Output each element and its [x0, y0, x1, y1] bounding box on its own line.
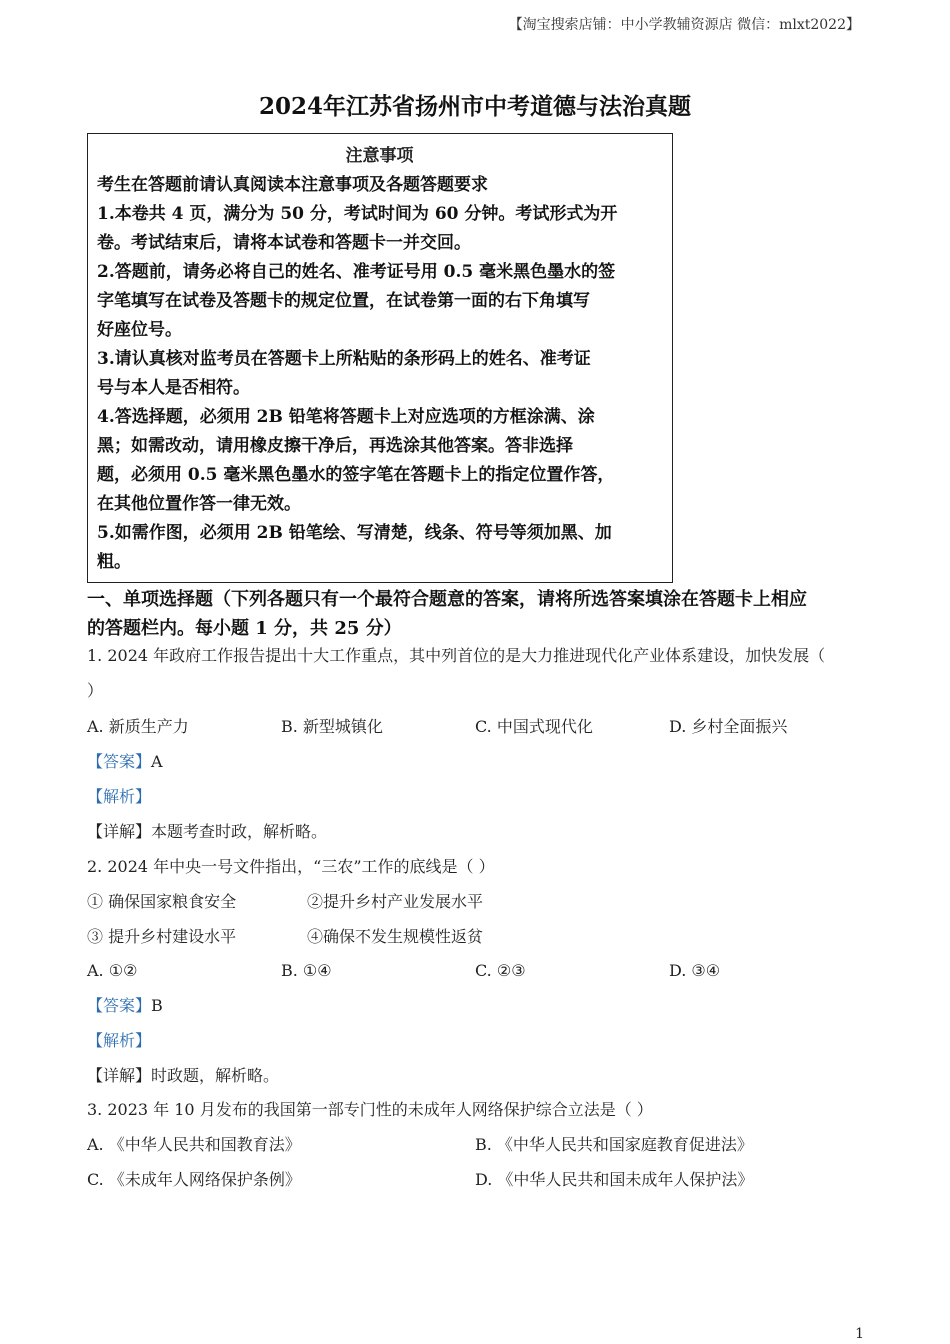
- notice-line: 题，必须用 0.5 毫米黑色墨水的签字笔在答题卡上的指定位置作答，: [97, 465, 615, 485]
- detail-tag: 【详解】: [87, 822, 152, 841]
- question-2-option-b: B. ①④: [281, 961, 332, 980]
- notice-line: 卷。考试结束后，请将本试卷和答题卡一并交回。: [97, 233, 471, 253]
- section-heading-line: 的答题栏内。每小题 1 分，共 25 分）: [87, 618, 402, 639]
- question-1-answer: [87, 751, 163, 773]
- notice-line: 在其他位置作答一律无效。: [97, 494, 301, 514]
- question-2-answer: [87, 995, 163, 1017]
- notice-line: 3.请认真核对监考员在答题卡上所粘贴的条形码上的姓名、准考证: [97, 349, 591, 369]
- notice-line: 黑；如需改动，请用橡皮擦干净后，再选涂其他答案。答非选择: [97, 436, 573, 456]
- document-title: 2024年江苏省扬州市中考道德与法治真题: [258, 93, 691, 120]
- detail-tag: 【详解】: [87, 1066, 152, 1085]
- question-3-option-d: D. 《中华人民共和国未成年人保护法》: [475, 1170, 754, 1189]
- notice-line: 好座位号。: [97, 320, 182, 340]
- question-2-detail: [87, 1065, 279, 1087]
- answer-tag: 【答案】: [87, 996, 152, 1015]
- question-2-item-1: ① 确保国家粮食安全: [87, 892, 237, 911]
- notice-line: 考生在答题前请认真阅读本注意事项及各题答题要求: [97, 175, 488, 195]
- answer-value: B: [151, 996, 163, 1015]
- notice-line: 5.如需作图，必须用 2B 铅笔绘、写清楚，线条、符号等须加黑、加: [97, 523, 612, 543]
- question-1-option-a: A. 新质生产力: [87, 717, 189, 736]
- notice-line: 字笔填写在试卷及答题卡的规定位置，在试卷第一面的右下角填写: [97, 291, 590, 311]
- question-2-analysis-tag: 【解析】: [87, 1031, 152, 1050]
- question-2-item-2: ②提升乡村产业发展水平: [307, 892, 484, 911]
- notice-line: 2.答题前，请务必将自己的姓名、准考证号用 0.5 毫米黑色墨水的签: [97, 262, 616, 282]
- page-number: 1: [855, 1326, 864, 1342]
- question-1-stem-end: ）: [87, 681, 104, 700]
- notice-title: 注意事项: [345, 146, 414, 166]
- question-2-option-d: D. ③④: [669, 961, 721, 980]
- question-2-item-3: ③ 提升乡村建设水平: [87, 927, 237, 946]
- question-1-option-c: C. 中国式现代化: [475, 717, 593, 736]
- answer-tag: 【答案】: [87, 752, 152, 771]
- question-2-option-a: A. ①②: [87, 961, 138, 980]
- notice-line: 号与本人是否相符。: [97, 378, 250, 398]
- question-2-item-4: ④确保不发生规模性返贫: [307, 927, 484, 946]
- question-2-option-c: C. ②③: [475, 961, 526, 980]
- section-heading: [87, 585, 867, 643]
- question-1-option-b: B. 新型城镇化: [281, 717, 383, 736]
- question-2-stem: 2. 2024 年中央一号文件指出，“三农”工作的底线是（ ）: [87, 857, 495, 876]
- notice-line: 1.本卷共 4 页，满分为 50 分，考试时间为 60 分钟。考试形式为开: [97, 204, 618, 224]
- answer-value: A: [151, 752, 163, 771]
- section-heading-line: 一、单项选择题（下列各题只有一个最符合题意的答案，请将所选答案填涂在答题卡上相应: [87, 589, 807, 610]
- question-1-stem: 1. 2024 年政府工作报告提出十大工作重点，其中列首位的是大力推进现代化产业体系建设，加快发展（: [87, 646, 826, 665]
- question-1-detail: [87, 821, 327, 843]
- header-note: 【淘宝搜索店铺：中小学教辅资源店 微信：mlxt2022】: [508, 17, 860, 33]
- notice-box: [87, 133, 673, 583]
- notice-line: 粗。: [97, 552, 131, 572]
- detail-text: 时政题，解析略。: [151, 1066, 280, 1085]
- question-3-option-b: B. 《中华人民共和国家庭教育促进法》: [475, 1135, 753, 1154]
- question-3-option-c: C. 《未成年人网络保护条例》: [87, 1170, 301, 1189]
- question-3-stem: 3. 2023 年 10 月发布的我国第一部专门性的未成年人网络保护综合立法是（ ）: [87, 1100, 653, 1119]
- question-3-option-a: A. 《中华人民共和国教育法》: [87, 1135, 301, 1154]
- notice-line: 4.答选择题，必须用 2B 铅笔将答题卡上对应选项的方框涂满、涂: [97, 407, 595, 427]
- question-1-analysis-tag: 【解析】: [87, 787, 152, 806]
- question-1-option-d: D. 乡村全面振兴: [669, 717, 788, 736]
- detail-text: 本题考查时政，解析略。: [151, 822, 328, 841]
